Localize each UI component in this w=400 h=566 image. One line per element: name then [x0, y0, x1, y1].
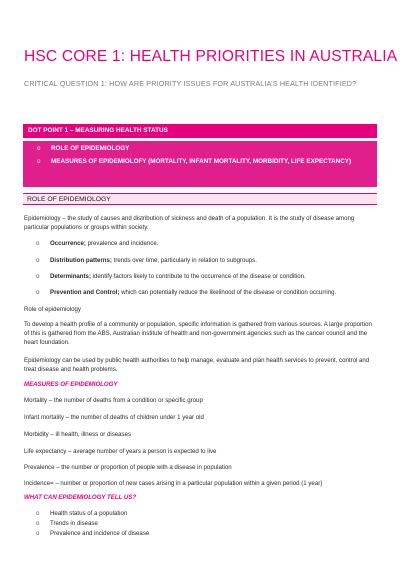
definition-desc: prevalence and incidence. — [85, 240, 159, 247]
measure-item: Infant mortality – the number of deaths of children under 1 year old — [24, 414, 204, 421]
bullet-icon: o — [36, 257, 40, 264]
dot-point-header: DOT POINT 1 – MEASURING HEALTH STATUS — [23, 124, 377, 138]
measure-item: Life expectancy – average number of years a person is expected to live — [24, 448, 217, 455]
page-title: HSC CORE 1: HEALTH PRIORITIES IN AUSTRALIA — [24, 48, 398, 65]
measure-item: Morbidity – ill health, illness or diseases — [24, 431, 132, 438]
role-paragraph-1: To develop a health profile of a community or population, specific information is gathered from various sources. A large proportion of this is gathered from the ABS, Australian institute of health and non-government agencies such as the cancer council and the heart foundation. — [24, 321, 372, 347]
tell-item-text: Trends in disease — [50, 520, 98, 527]
definition-desc: which can potentially reduce the likelihood of the disease or condition occurring. — [119, 289, 337, 296]
bullet-icon: o — [36, 530, 40, 537]
sub-item-text: ROLE OF EPIDEMIOLOGY — [51, 145, 130, 152]
definition-term: Determinants; — [50, 273, 91, 280]
measure-item: Prevalence – the number or proportion of people with a disease in population — [24, 464, 232, 471]
bullet-icon: o — [36, 273, 40, 280]
sub-item — [37, 158, 371, 167]
section-heading: ROLE OF EPIDEMIOLOGY — [23, 193, 377, 205]
sub-item — [37, 145, 371, 154]
role-paragraph-2: Epidemiology can be used by public health authorities to help manage, evaluate and plan health services to prevent, control and treat disease and health problems. — [24, 357, 370, 374]
bullet-icon: o — [36, 520, 40, 527]
tell-heading: WHAT CAN EPIDEMIOLOGY TELL US? — [24, 494, 137, 501]
sub-item-text: MEASURES OF EPIDEMIOLOFY (MORTALITY, INFANT MORTALITY, MORBIDITY, LIFE EXPECTANCY) — [51, 157, 352, 165]
bullet-icon: o — [36, 510, 40, 517]
bullet-icon: o — [36, 240, 40, 247]
measure-item: Mortality – the number of deaths from a condition or specific group — [24, 397, 203, 404]
role-heading: Role of epidemiology — [24, 306, 81, 313]
dot-point-subitems — [23, 141, 377, 187]
bullet-icon: o — [37, 145, 41, 152]
tell-item-text: Prevalence and incidence of disease — [50, 530, 150, 537]
definition-term: Distribution patterns; — [50, 257, 112, 264]
definition-desc: trends over time, particularly in relation to subgroups. — [111, 257, 257, 264]
bullet-icon: o — [37, 157, 41, 165]
tell-item-text: Health status of a population — [50, 510, 128, 517]
definition-desc: identify factors likely to contribute to the occurrence of the disease or condition. — [90, 273, 306, 280]
page-subtitle: CRITICAL QUESTION 1: HOW ARE PRIORITY ISSUES FOR AUSTRALIA’S HEALTH IDENTIFIED? — [24, 79, 357, 88]
definition-term: Occurrence; — [50, 240, 86, 247]
measures-heading: MEASURES OF EPIDEMIOLOGY — [24, 381, 118, 388]
definition-term: Prevention and Control; — [50, 289, 120, 296]
bullet-icon: o — [36, 289, 40, 296]
measure-item: Incidence= – number or proportion of new cases arising in a particular population within a given period (1 year) — [24, 480, 323, 487]
intro-paragraph: Epidemiology – the study of causes and distribution of sickness and death of a population. It is the study of disease among particular populations or groups within society. — [24, 215, 355, 232]
